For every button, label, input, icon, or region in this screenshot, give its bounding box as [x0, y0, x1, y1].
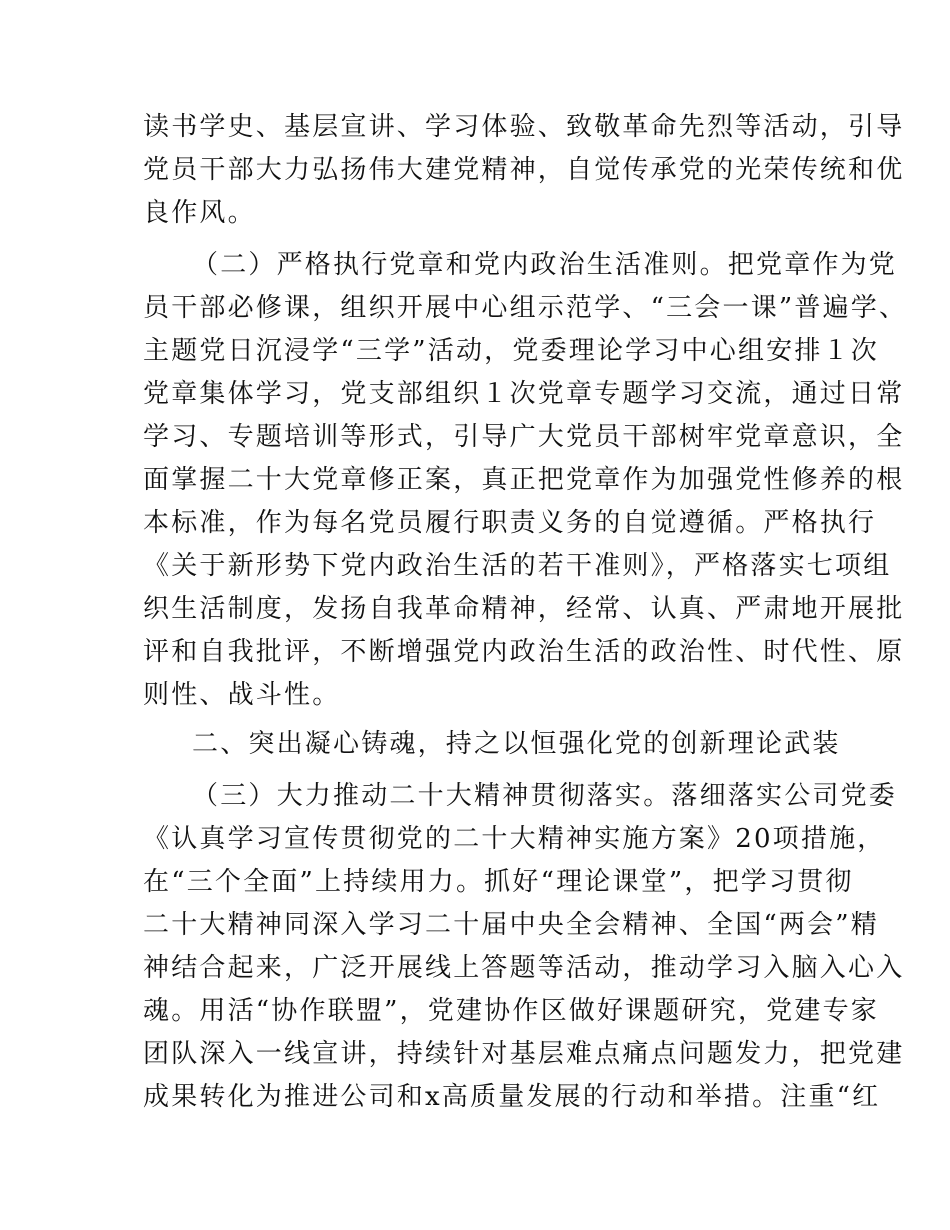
paragraph-line: 则性、战斗性。 — [143, 680, 341, 710]
paragraph-line: 在“三个全面”上持续用力。抓好“理论课堂”，把学习贯彻 — [143, 867, 854, 897]
paragraph-line: 团队深入一线宣讲，持续针对基层难点痛点问题发力，把党建 — [143, 1039, 905, 1069]
paragraph-line: 本标准，作为每名党员履行职责义务的自觉遵循。严格执行 — [143, 508, 877, 538]
section-heading-line: （二）严格执行党章和党内政治生活准则。把党章作为党 — [192, 250, 898, 280]
paragraph-line: 二十大精神同深入学习二十届中央全会精神、全国“两会”精 — [143, 910, 879, 940]
paragraph-line: 魂。用活“协作联盟”，党建协作区做好课题研究，党建专家 — [143, 996, 879, 1026]
paragraph-line: 党章集体学习，党支部组织１次党章专题学习交流，通过日常 — [143, 379, 905, 409]
paragraph-line: 读书学史、基层宣讲、学习体验、致敬革命先烈等活动，引导 — [143, 112, 905, 142]
paragraph-line: 员干部必修课，组织开展中心组示范学、“三会一课”普遍学、 — [143, 293, 908, 323]
paragraph-line: 面掌握二十大党章修正案，真正把党章作为加强党性修养的根 — [143, 465, 905, 495]
paragraph-line: 良作风。 — [143, 198, 256, 228]
chapter-heading: 二、突出凝心铸魂，持之以恒强化党的创新理论武装 — [192, 729, 841, 759]
paragraph-line: 织生活制度，发扬自我革命精神，经常、认真、严肃地开展批 — [143, 594, 905, 624]
paragraph-line: 评和自我批评，不断增强党内政治生活的政治性、时代性、原 — [143, 637, 905, 667]
paragraph-line: 党员干部大力弘扬伟大建党精神，自觉传承党的光荣传统和优 — [143, 155, 905, 185]
paragraph-line: 神结合起来，广泛开展线上答题等活动，推动学习入脑入心入 — [143, 953, 905, 983]
paragraph-line: 《认真学习宣传贯彻党的二十大精神实施方案》20项措施， — [143, 824, 886, 854]
paragraph-line: 主题党日沉浸学“三学”活动，党委理论学习中心组安排１次 — [143, 336, 879, 366]
section-heading-line: （三）大力推动二十大精神贯彻落实。落细落实公司党委 — [192, 781, 898, 811]
paragraph-line: 成果转化为推进公司和x高质量发展的行动和举措。注重“红 — [143, 1082, 881, 1112]
paragraph-line: 《关于新形势下党内政治生活的若干准则》，严格落实七项组 — [143, 551, 892, 581]
paragraph-line: 学习、专题培训等形式，引导广大党员干部树牢党章意识，全 — [143, 422, 905, 452]
